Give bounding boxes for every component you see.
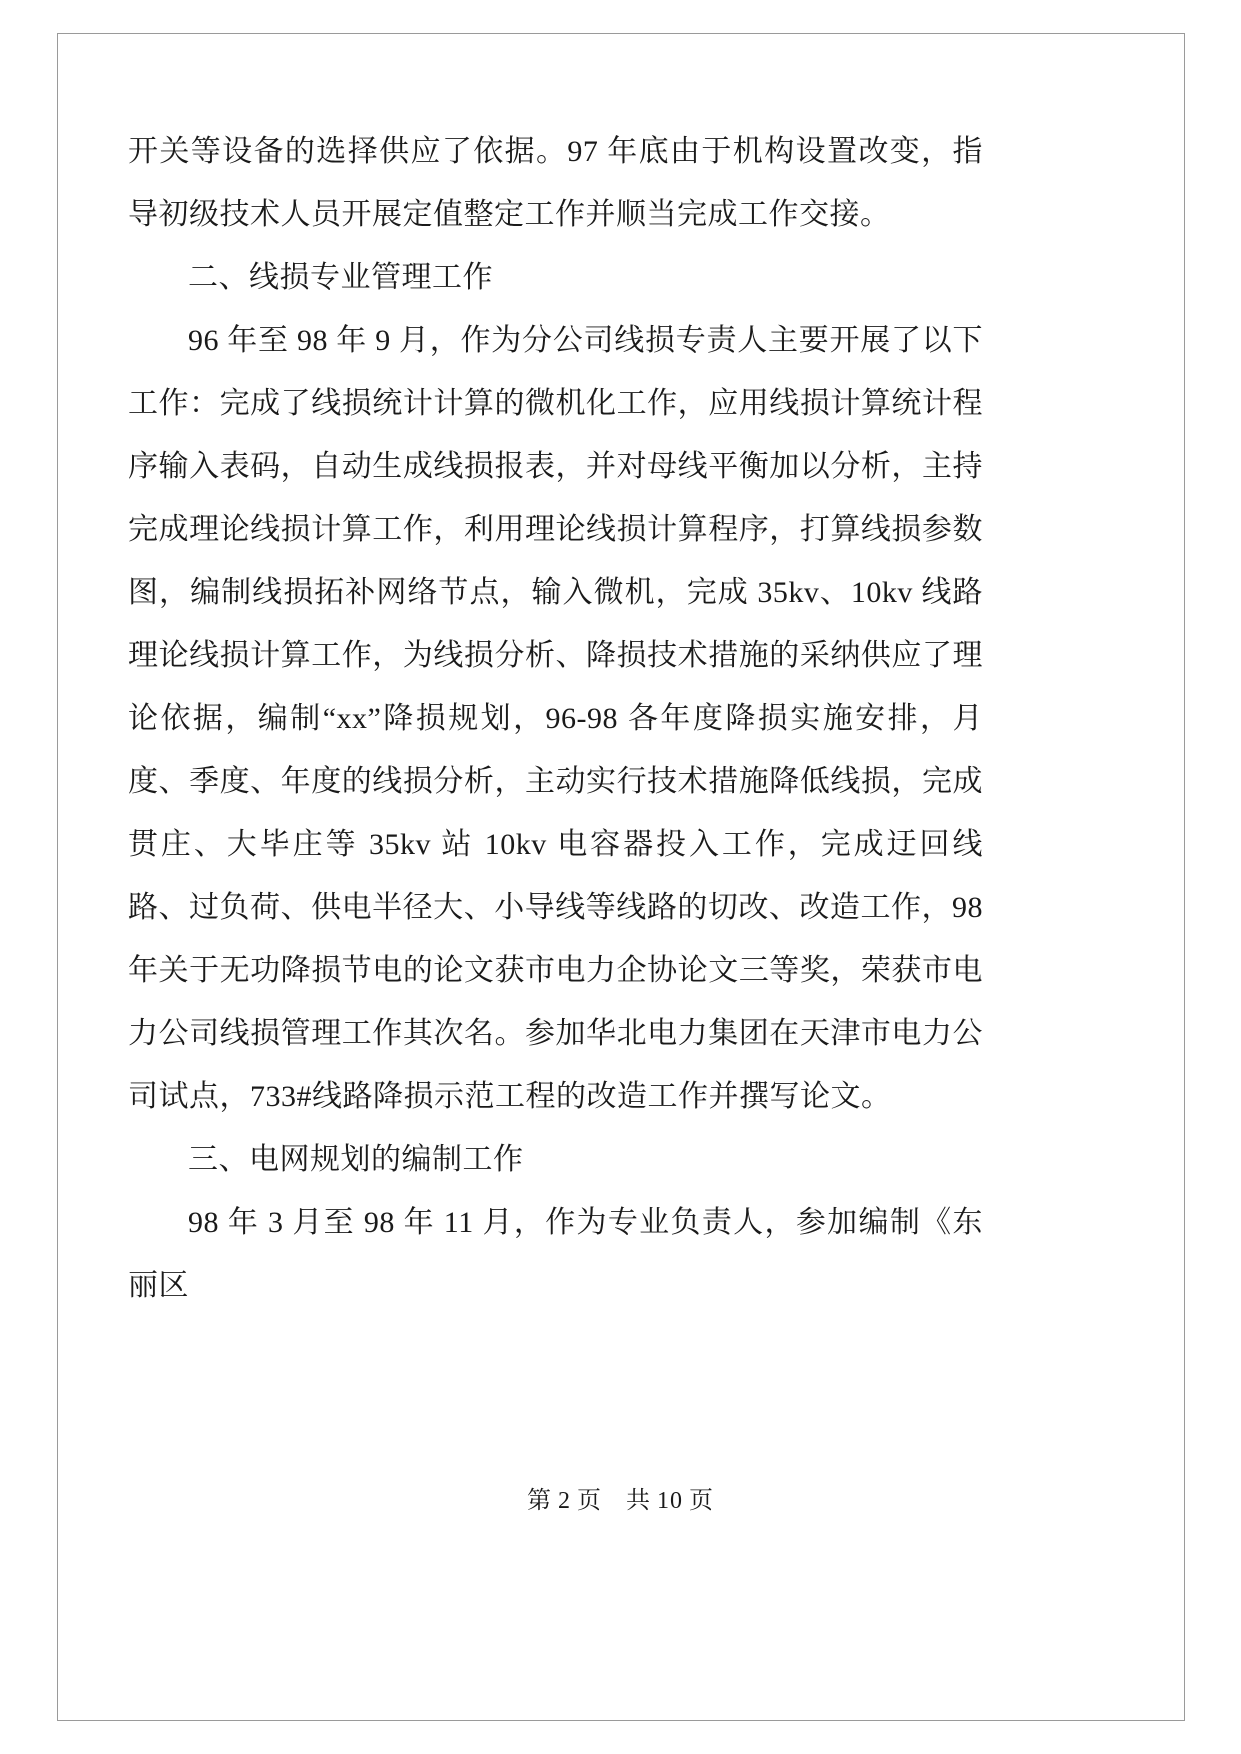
footer-total-prefix: 共 (626, 1488, 651, 1514)
footer-page-unit: 页 (577, 1488, 602, 1514)
footer-page-prefix: 第 (527, 1488, 552, 1514)
heading-section-three: 三、电网规划的编制工作 (188, 1143, 524, 1176)
paragraph-3: 98 年 3 月至 98 年 11 月，作为专业负责人，参加编制《东丽区 (128, 1206, 983, 1302)
footer-total-number: 10 (657, 1488, 683, 1514)
document-body (128, 120, 983, 1317)
paragraph-2: 96 年至 98 年 9 月，作为分公司线损专责人主要开展了以下工作：完成了线损统计计算的微机化工作，应用线损计算统计程序输入表码，自动生成线损报表，并对母线平衡加以分析，主持完成理论线损计算工作，利用理论线损计算程序，打算线损参数图，编制线损拓补网络节点，输入微机，完成 35kv、10kv 线路理论线损计算工作，为线损分析、降损技术措施的采纳供应了理论依据，编制“xx”降损规划，96-98 各年度降损实施安排，月度、季度、年度的线损分析，主动实行技术措施降低线损，完成贯庄、大毕庄等 35kv 站 10kv 电容器投入工作，完成迂回线路、过负荷、供电半径大、小导线等线路的切改、改造工作，98 年关于无功降损节电的论文获市电力企协论文三等奖，荣获市电力公司线损管理工作其次名。参加华北电力集团在天津市电力公司试点，733#线路降损示范工程的改造工作并撰写论文。 (128, 324, 983, 1113)
footer-total-unit: 页 (689, 1488, 714, 1514)
footer-page-number: 2 (558, 1488, 571, 1514)
paragraph-1: 开关等设备的选择供应了依据。97 年底由于机构设置改变，指导初级技术人员开展定值整定工作并顺当完成工作交接。 (128, 135, 983, 231)
page-footer (0, 1480, 1241, 1515)
heading-section-two: 二、线损专业管理工作 (188, 261, 493, 294)
